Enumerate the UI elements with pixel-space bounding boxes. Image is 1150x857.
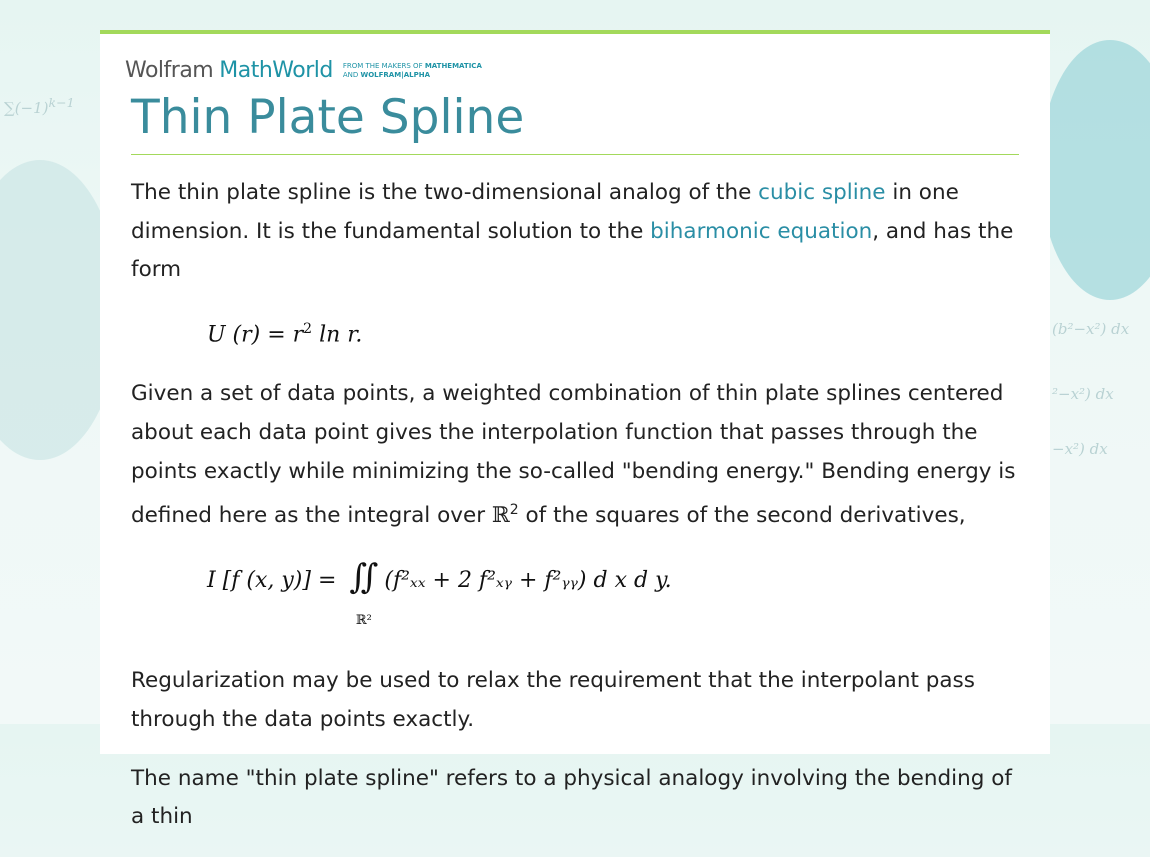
logo-tagline [343, 62, 482, 80]
equation-exponent: 2 [303, 321, 313, 338]
link-cubic-spline[interactable]: cubic spline [758, 180, 886, 205]
paragraph-text: , and has the form [131, 218, 1014, 283]
article-card [100, 30, 1050, 830]
paragraph: The name "thin plate spline" refers to a physical analogy involving the bending of a thin [131, 765, 1012, 830]
logo-tagline-text: FROM THE MAKERS OF [342, 61, 425, 70]
article-body [131, 174, 1021, 857]
decorative-math: (b²−x²) dx [1052, 320, 1130, 338]
equation-rhs: ln r. [312, 322, 363, 348]
logo-mathworld: MathWorld [219, 58, 333, 83]
logo-tagline-text: AND [342, 70, 361, 79]
mathworld-logo[interactable] [125, 58, 482, 83]
decorative-math: $\sum(-1)^{k-1}$ [4, 95, 75, 117]
logo-wolfram: Wolfram [125, 58, 214, 83]
equation-bending-energy [207, 556, 1021, 642]
decorative-shape [1040, 40, 1150, 300]
decorative-math: ²−x²) dx [1052, 385, 1114, 403]
title-divider [131, 154, 1019, 155]
integral-domain: ℝ² [355, 613, 372, 629]
link-biharmonic-equation[interactable]: biharmonic equation [650, 218, 873, 244]
exponent: 2 [509, 502, 519, 519]
equation-lhs: I [f (x, y)] = [207, 568, 344, 594]
paragraph-text: of the squares of the second derivatives, [518, 503, 966, 529]
paragraph: Regularization may be used to relax the requirement that the interpolant pass through the data points exactly. [131, 668, 975, 732]
paragraph-text: in one dimension. It is the fundamental solution to the [131, 180, 959, 244]
equation-lhs: U (r) = r [207, 322, 304, 348]
logo-tagline-wolframalpha: WOLFRAM|ALPHA [360, 70, 430, 79]
real-numbers-symbol: ℝ [491, 503, 510, 529]
page-title: Thin Plate Spline [131, 90, 525, 145]
decorative-math: −x²) dx [1052, 440, 1108, 458]
equation-integrand: (f²ₓₓ + 2 f²ₓᵧ + f²ᵧᵧ) d x d y. [384, 568, 672, 594]
paragraph-text: The thin plate spline is the two-dimensional analog of the [131, 180, 759, 205]
paragraph-text: Given a set of data points, a weighted combination of thin plate splines centered about each data point gives the interpolation function that passes through the points exactly while minimizing the so-called "bending energy." Bending energy is defined here as the integral over [131, 381, 1016, 529]
equation-thin-plate-spline [207, 310, 1021, 355]
paragraph [131, 375, 1021, 536]
logo-tagline-mathematica: MATHEMATICA [424, 61, 482, 70]
double-integral [349, 557, 379, 641]
integral-sign: ∬ [349, 557, 379, 598]
paragraph [131, 174, 1021, 290]
